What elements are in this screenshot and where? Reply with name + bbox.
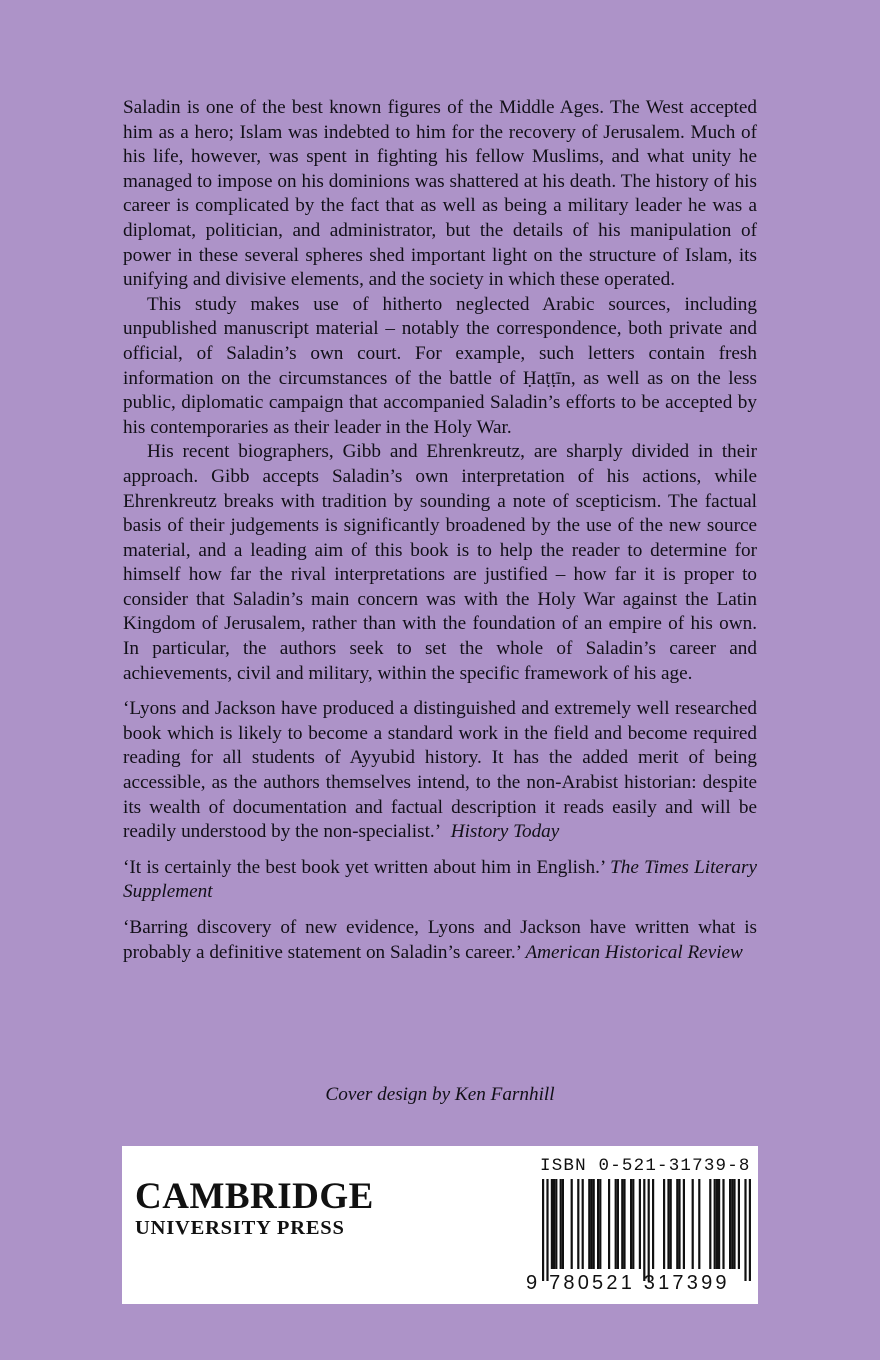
review-source: American Historical Review <box>525 941 743 963</box>
blurb-paragraph-2: This study makes use of hitherto neglected Arabic sources, including unpublished manuscript material – notably the correspondence, both private and official, of Saladin’s own court. For example, such letters contain fresh information on the circumstances of the battle of Ḥaṭṭīn, as well as on the less public, diplomatic campaign that accompanied Saladin’s efforts to be accepted by his contemporaries as their leader in the Holy War. <box>123 293 757 438</box>
review-text: ‘Barring discovery of new evidence, Lyons and Jackson have written what is probably a definitive statement on Saladin’s career.’ <box>123 917 757 963</box>
barcode-bar <box>714 1179 716 1269</box>
barcode-bar <box>546 1179 548 1281</box>
barcode-bar <box>588 1179 590 1269</box>
review-quote <box>123 916 757 965</box>
review-text: ‘Lyons and Jackson have produced a distinguished and extremely well researched book which is likely to become a standard work in the field and become required reading for all students of Ayyubid history. It has the added merit of being accessible, as the authors themselves intend, to the non-Arabist historian: despite its wealth of documentation and factual description it reads easily and will be readily understood by the non-specialist.’ <box>123 698 757 843</box>
barcode-bar <box>639 1179 641 1269</box>
blurb <box>123 96 757 686</box>
publisher-name: CAMBRIDGE <box>135 1176 374 1217</box>
barcode-bar <box>582 1179 584 1269</box>
barcode-bar <box>729 1179 731 1269</box>
review-text: ‘It is certainly the best book yet written about him in English.’ <box>123 856 605 878</box>
barcode-bar <box>562 1179 564 1269</box>
barcode-bar <box>542 1179 544 1281</box>
isbn-label: ISBN 0-521-31739-8 <box>540 1156 751 1176</box>
barcode-bar <box>577 1179 579 1269</box>
barcode-bar <box>678 1179 680 1269</box>
barcode-bar <box>623 1179 625 1269</box>
barcode-bar <box>608 1179 610 1269</box>
barcode-bar <box>670 1179 672 1269</box>
barcode-bar <box>692 1179 694 1269</box>
barcode-bar <box>643 1179 645 1281</box>
barcode-digits: 9 780521 317399 <box>526 1272 730 1294</box>
review-quote <box>123 856 757 905</box>
barcode-bar <box>738 1179 740 1269</box>
barcode-bar <box>722 1179 724 1269</box>
barcode-bar <box>555 1179 557 1269</box>
barcode-bar <box>632 1179 634 1269</box>
barcode-bar <box>599 1179 601 1269</box>
review-source: History Today <box>450 821 560 843</box>
publisher-panel <box>122 1146 758 1304</box>
review-source: The Times Literary Supplement <box>123 856 757 903</box>
review-quote <box>123 697 757 845</box>
barcode-bar <box>593 1179 595 1269</box>
blurb-paragraph-3: His recent biographers, Gibb and Ehrenkreutz, are sharply divided in their approach. Gibb accepts Saladin’s own interpretation of his actions, while Ehrenkreutz breaks with tradition by sounding a note of scepticism. The factual basis of their judgements is significantly broadened by the use of the new source material, and a leading aim of this book is to help the reader to determine for himself how far the rival interpretations are justified – how far it is proper to consider that Saladin’s main concern was with the Holy War against the Latin Kingdom of Jerusalem, rather than with the foundation of an empire of his own. In particular, the authors seek to set the whole of Saladin’s career and achievements, civil and military, within the specific framework of his age. <box>123 441 757 684</box>
blurb-paragraph-1: Saladin is one of the best known figures of the Middle Ages. The West accepted him as a hero; Islam was indebted to him for the recovery of Jerusalem. Much of his life, however, was spent in fighting his fellow Muslims, and what unity he managed to impose on his dominions was shattered at his death. The history of his career is complicated by the fact that as well as being a military leader he was a diplomat, politician, and administrator, but the details of his manipulation of power in these several spheres shed important light on the structure of Islam, its unifying and divisive elements, and the society in which these operated. <box>123 97 757 291</box>
barcode-bar <box>652 1179 654 1269</box>
barcode-bar <box>718 1179 720 1269</box>
barcode-bar <box>630 1179 632 1269</box>
reviews <box>123 697 757 965</box>
barcode-bar <box>733 1179 735 1269</box>
barcode-bar <box>698 1179 700 1269</box>
barcode <box>542 1179 752 1281</box>
barcode-bar <box>749 1179 751 1281</box>
barcode-bar <box>676 1179 678 1269</box>
barcode-bar <box>590 1179 592 1269</box>
publisher-subtitle: UNIVERSITY PRESS <box>135 1217 345 1239</box>
barcode-bar <box>744 1179 746 1281</box>
barcode-bar <box>709 1179 711 1269</box>
barcode-bar <box>571 1179 573 1269</box>
barcode-bar <box>597 1179 599 1269</box>
back-cover-text <box>123 96 757 965</box>
barcode-bar <box>621 1179 623 1269</box>
barcode-bar <box>560 1179 562 1269</box>
cover-design-credit: Cover design by Ken Farnhill <box>325 1084 555 1105</box>
barcode-bar <box>648 1179 650 1281</box>
barcode-bar <box>667 1179 669 1269</box>
barcode-bar <box>731 1179 733 1269</box>
barcode-bar <box>615 1179 617 1269</box>
barcode-bar <box>716 1179 718 1269</box>
barcode-bar <box>553 1179 555 1269</box>
barcode-bar <box>663 1179 665 1269</box>
barcode-bar <box>617 1179 619 1269</box>
publisher-logo <box>135 1178 395 1240</box>
barcode-bar <box>683 1179 685 1269</box>
barcode-bar <box>551 1179 553 1269</box>
